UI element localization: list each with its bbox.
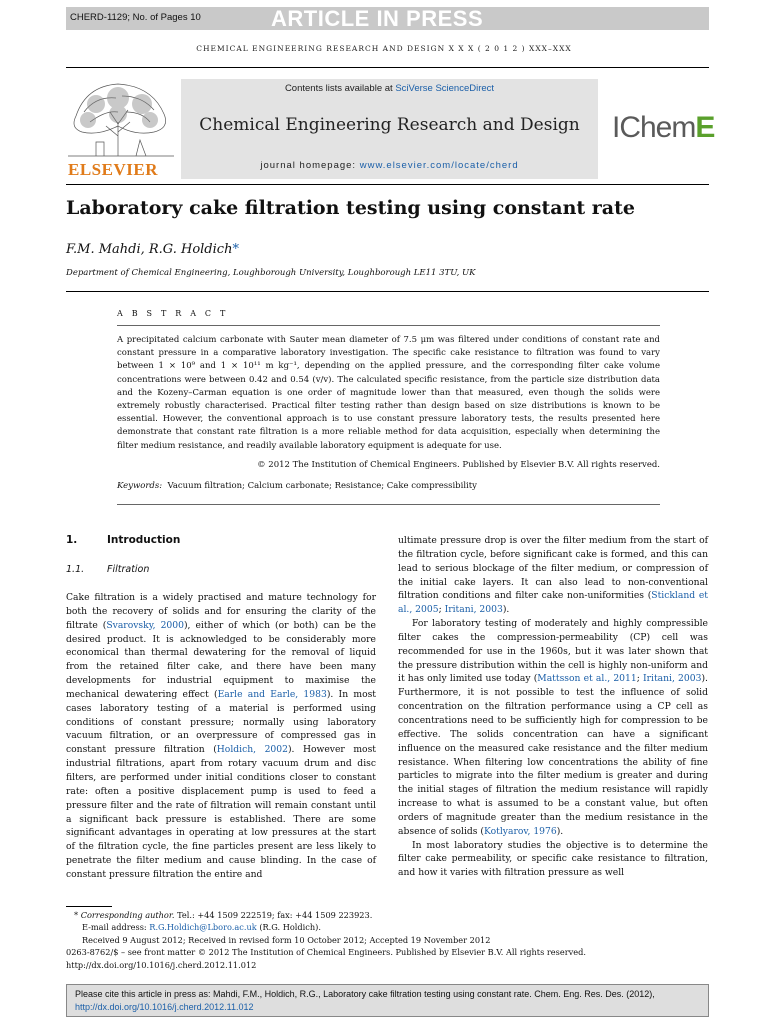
citation-link[interactable]: Kotlyarov, 1976 <box>484 825 557 837</box>
corresponding-author-note: * Corresponding author. Tel.: +44 1509 222519; fax: +44 1509 223923. <box>74 910 373 920</box>
manuscript-reference: CHERD-1129; No. of Pages 10 <box>70 12 201 23</box>
keywords-label: Keywords: <box>117 481 163 491</box>
article-status-bar <box>66 7 709 30</box>
paragraph: For laboratory testing of moderately and highly compressible filter cakes the compression-permeability (CP) cell was recommended for use in the 1960s, but it was later shown that the pressure distribution within the cell is highly non-uniform and it has only limited use today (Mattsson et al., 2011; Iritani, 2003). Furthermore, it is not possible to test the influence of solid concentration on the filtration performance using a CP cell as concentrations need to be sufficiently high for compression to be effective. The solids concentration can have a significant influence on the measured cake resistance and the filter medium resistance. When filtering low concentrations the ability of fine particles to migrate into the filter medium is greater and during the initial stages of filtration the medium resistance will rapidly increase to what is assumed to be a constant value, but often orders of magnitude greater than the medium resistance in the absence of solids (Kotlyarov, 1976). <box>398 618 708 837</box>
left-column-text <box>66 591 376 882</box>
subsection-title-filtration: Filtration <box>107 564 150 575</box>
running-head: CHEMICAL ENGINEERING RESEARCH AND DESIGN X X X ( 2 0 1 2 ) XXX–XXX <box>196 44 572 53</box>
citation-link[interactable]: Svarovsky, 2000 <box>106 619 184 631</box>
abstract-text: A precipitated calcium carbonate with Sauter mean diameter of 7.5 μm was filtered under conditions of constant rate and constant pressure in a comparative laboratory investigation. The specific cake resistance to filtration was found to vary between 1 × 10⁹ and 1 × 10¹¹ m kg⁻¹, depending on the applied pressure, and the corresponding filter cake volume concentrations were between 0.42 and 0.54 (v/v). The calculated specific resistance, from the particle size distribution data and the Kozeny–Carman equation is one order of magnitude lower than that measured, even though the solids were extremely robustly characterised. Practical filter testing rather than design based on size distributions is known to be essential. However, the conventional approach is to use constant pressure laboratory tests, the results presented here demonstrate that constant rate filtration is a more reliable method for data acquisition, especially when determining the filter medium resistance, and readily available laboratory equipment is adequate for use. <box>117 335 660 451</box>
journal-homepage-link[interactable]: www.elsevier.com/locate/cherd <box>359 160 519 171</box>
citation-link[interactable]: Iritani, 2003 <box>444 604 503 616</box>
issn-line: 0263-8762/$ – see front matter © 2012 The Institution of Chemical Engineers. Published by Elsevier B.V. All rights reserved. <box>66 947 586 958</box>
article-in-press-banner: ARTICLE IN PRESS <box>271 6 484 31</box>
paragraph: In most laboratory studies the objective is to determine the filter cake permeability, or specific cake resistance to filtration, and how it varies with filtration pressure as well <box>398 839 708 879</box>
header-rule <box>66 67 709 68</box>
citation-text: Please cite this article in press as: Mahdi, F.M., Holdich, R.G., Laboratory cake filtration testing using constant rate. Chem. Eng. Res. Des. (2012), <box>75 989 655 999</box>
elsevier-wordmark: ELSEVIER <box>68 160 158 179</box>
footnote-rule <box>66 906 112 907</box>
tree-icon <box>66 76 176 158</box>
right-column-text <box>398 534 708 880</box>
paragraph: ultimate pressure drop is over the filter medium from the start of the filtration cycle, before significant cake is formed, and this can lead to serious blockage of the filter medium, or compression of the initial cake layers. It can also lead to non-conventional filtration conditions and filter cake non-uniformities (Stickland et al., 2005; Iritani, 2003). <box>398 535 708 616</box>
abstract-copyright: © 2012 The Institution of Chemical Engineers. Published by Elsevier B.V. All rights reserved. <box>257 460 660 470</box>
author-affiliation: Department of Chemical Engineering, Loughborough University, Loughborough LE11 3TU, UK <box>66 268 476 278</box>
section-title-introduction: Introduction <box>107 534 181 546</box>
email-link[interactable]: R.G.Holdich@Lboro.ac.uk <box>149 922 257 933</box>
keywords-list: Vacuum filtration; Calcium carbonate; Resistance; Cake compressibility <box>167 481 477 491</box>
citation-link[interactable]: Holdich, 2002 <box>216 744 288 756</box>
received-dates: Received 9 August 2012; Received in revised form 10 October 2012; Accepted 19 November 2012 <box>82 934 491 945</box>
abstract-rule-top <box>117 325 660 326</box>
contents-line: Contents lists available at SciVerse ScienceDirect <box>284 83 495 94</box>
journal-title: Chemical Engineering Research and Design <box>199 115 580 135</box>
corresponding-author-mark[interactable]: * <box>232 242 239 257</box>
masthead-rule <box>66 184 709 185</box>
citation-link[interactable]: Earle and Earle, 1983 <box>217 688 327 700</box>
paragraph: Cake filtration is a widely practised and mature technology for both the recovery of solids and for ensuring the clarity of the filtrate (Svarovsky, 2000), either of which (or both) can be the desired product. It is acknowledged to be considerably more economical than thermal dewatering for the removal of liquid from the retained filter cake, and there have been many developments for industrial equipment to maximise the mechanical dewatering effect (Earle and Earle, 1983). In most cases laboratory testing of a material is performed using conditions of constant pressure; normally using laboratory vacuum filtration, or an overpressure of compressed gas in constant pressure filtration (Holdich, 2002). However most industrial filtrations, apart from rotary vacuum drum and disc filters, are performed under initial conditions closer to constant rate: often a positive displacement pump is used to feed a pressure filter and the rate of filtration will remain constant until a significant back pressure is established. There are some significant advantages in operating at low pressures at the start of the filtration cycle, the fine particles present are less likely to penetrate the filter medium and cause blinding. In the case of constant pressure filtration the entire and <box>66 592 377 880</box>
article-title: Laboratory cake filtration testing using constant rate <box>66 197 635 219</box>
citation-link[interactable]: Stickland et al., 2005 <box>398 590 708 616</box>
footnotes <box>66 909 709 971</box>
journal-homepage: journal homepage: www.elsevier.com/locate/cherd <box>260 160 519 171</box>
subsection-number-1-1: 1.1. <box>66 564 85 575</box>
section-number-1: 1. <box>66 534 78 546</box>
citation-box <box>66 984 709 1017</box>
doi-line: http://dx.doi.org/10.1016/j.cherd.2012.11.012 <box>66 959 257 970</box>
icheme-logo: IChemE <box>612 111 715 144</box>
affiliation-rule <box>66 291 709 292</box>
abstract-heading: A B S T R A C T <box>117 309 229 318</box>
citation-link[interactable]: Mattsson et al., 2011 <box>537 673 637 685</box>
abstract-rule-bottom <box>117 504 660 505</box>
sciencedirect-link[interactable]: SciVerse ScienceDirect <box>395 83 495 94</box>
citation-link[interactable]: Iritani, 2003 <box>642 673 702 685</box>
citation-doi-link[interactable]: http://dx.doi.org/10.1016/j.cherd.2012.11.012 <box>75 1002 254 1012</box>
keywords <box>117 481 477 491</box>
journal-masthead <box>181 79 598 179</box>
email-note: E-mail address: R.G.Holdich@Lboro.ac.uk (R.G. Holdich). <box>82 922 321 933</box>
elsevier-logo <box>66 76 176 180</box>
article-authors: F.M. Mahdi, R.G. Holdich* <box>66 242 239 257</box>
